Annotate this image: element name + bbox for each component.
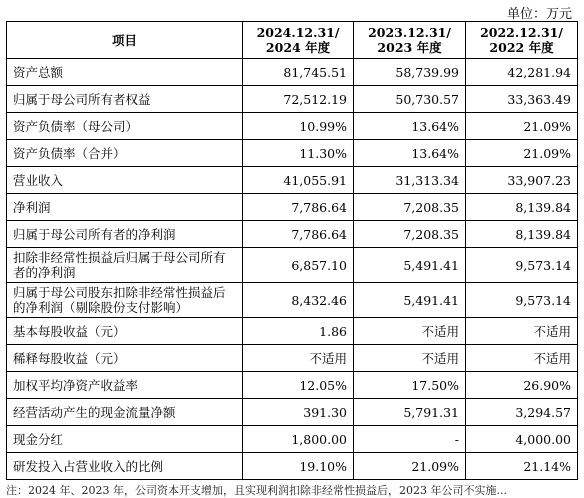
column-header-2023 <box>354 22 466 59</box>
column-header-2024 <box>243 22 354 59</box>
cell-2022: 不适用 <box>466 345 578 372</box>
row-label: 归属于母公司所有者的净利润 <box>7 221 243 248</box>
row-label: 基本每股收益（元） <box>7 318 243 345</box>
cell-2022: 9,573.14 <box>466 283 578 318</box>
row-label: 稀释每股收益（元） <box>7 345 243 372</box>
cell-2022: 不适用 <box>466 318 578 345</box>
table-row <box>7 372 578 399</box>
cell-2024: 11.30% <box>243 140 354 167</box>
row-label: 资产负债率（母公司） <box>7 113 243 140</box>
row-label: 现金分红 <box>7 426 243 453</box>
table-row <box>7 453 578 480</box>
row-label: 归属于母公司股东扣除非经常性损益后的净利润（剔除股份支付影响） <box>7 283 243 318</box>
cell-2024: 10.99% <box>243 113 354 140</box>
cell-2024: 1,800.00 <box>243 426 354 453</box>
column-header-2022 <box>466 22 578 59</box>
cell-2023: 5,491.41 <box>354 248 466 283</box>
row-label: 经营活动产生的现金流量净额 <box>7 399 243 426</box>
column-header-2024-year: 2024 年度 <box>265 40 331 55</box>
cell-2024: 8,432.46 <box>243 283 354 318</box>
column-header-2024-date: 2024.12.31/ <box>256 25 340 40</box>
cell-2023: 31,313.34 <box>354 167 466 194</box>
row-label: 净利润 <box>7 194 243 221</box>
cell-2022: 21.09% <box>466 113 578 140</box>
column-header-2022-date: 2022.12.31/ <box>480 25 563 40</box>
table-row <box>7 399 578 426</box>
cell-2023: 7,208.35 <box>354 194 466 221</box>
cell-2023: 不适用 <box>354 318 466 345</box>
table-row <box>7 113 578 140</box>
cell-2022: 8,139.84 <box>466 194 578 221</box>
row-label: 归属于母公司所有者权益 <box>7 86 243 113</box>
footnote: 注：2024 年、2023 年，公司资本开支增加，且实现利润扣除非经常性损益后，2023 年公司不实施... <box>6 484 507 497</box>
financial-data-table <box>6 21 578 480</box>
cell-2024: 1.86 <box>243 318 354 345</box>
cell-2023: 13.64% <box>354 113 466 140</box>
table-row <box>7 248 578 283</box>
table-row <box>7 283 578 318</box>
cell-2024: 12.05% <box>243 372 354 399</box>
row-label: 营业收入 <box>7 167 243 194</box>
column-header-item: 项目 <box>7 22 243 59</box>
cell-2024: 391.30 <box>243 399 354 426</box>
column-header-2023-year: 2023 年度 <box>377 40 442 55</box>
table-row <box>7 140 578 167</box>
cell-2022: 33,907.23 <box>466 167 578 194</box>
table-row <box>7 345 578 372</box>
cell-2022: 8,139.84 <box>466 221 578 248</box>
column-header-2023-date: 2023.12.31/ <box>368 25 451 40</box>
table-row <box>7 426 578 453</box>
table-header-row <box>7 22 578 59</box>
table-row <box>7 86 578 113</box>
cell-2024: 72,512.19 <box>243 86 354 113</box>
cell-2023: 5,791.31 <box>354 399 466 426</box>
cell-2022: 26.90% <box>466 372 578 399</box>
table-row <box>7 318 578 345</box>
cell-2022: 3,294.57 <box>466 399 578 426</box>
cell-2022: 42,281.94 <box>466 59 578 86</box>
cell-2024: 41,055.91 <box>243 167 354 194</box>
cell-2022: 21.14% <box>466 453 578 480</box>
table-row <box>7 221 578 248</box>
cell-2022: 9,573.14 <box>466 248 578 283</box>
cell-2024: 7,786.64 <box>243 194 354 221</box>
cell-2023: 不适用 <box>354 345 466 372</box>
cell-2022: 21.09% <box>466 140 578 167</box>
table-row <box>7 167 578 194</box>
table-row <box>7 59 578 86</box>
cell-2023: 5,491.41 <box>354 283 466 318</box>
unit-label: 单位：万元 <box>506 7 572 22</box>
cell-2023: 17.50% <box>354 372 466 399</box>
cell-2024: 7,786.64 <box>243 221 354 248</box>
row-label: 扣除非经常性损益后归属于母公司所有者的净利润 <box>7 248 243 283</box>
cell-2023: 21.09% <box>354 453 466 480</box>
cell-2023: 50,730.57 <box>354 86 466 113</box>
table-row <box>7 194 578 221</box>
cell-2024: 19.10% <box>243 453 354 480</box>
column-header-2022-year: 2022 年度 <box>489 40 554 55</box>
row-label: 资产总额 <box>7 59 243 86</box>
row-label: 资产负债率（合并） <box>7 140 243 167</box>
cell-2023: 7,208.35 <box>354 221 466 248</box>
cell-2024: 81,745.51 <box>243 59 354 86</box>
row-label: 研发投入占营业收入的比例 <box>7 453 243 480</box>
cell-2022: 4,000.00 <box>466 426 578 453</box>
cell-2024: 6,857.10 <box>243 248 354 283</box>
cell-2023: 58,739.99 <box>354 59 466 86</box>
cell-2023: - <box>354 426 466 453</box>
cell-2022: 33,363.49 <box>466 86 578 113</box>
table-body <box>7 59 578 480</box>
cell-2023: 13.64% <box>354 140 466 167</box>
cell-2024: 不适用 <box>243 345 354 372</box>
row-label: 加权平均净资产收益率 <box>7 372 243 399</box>
